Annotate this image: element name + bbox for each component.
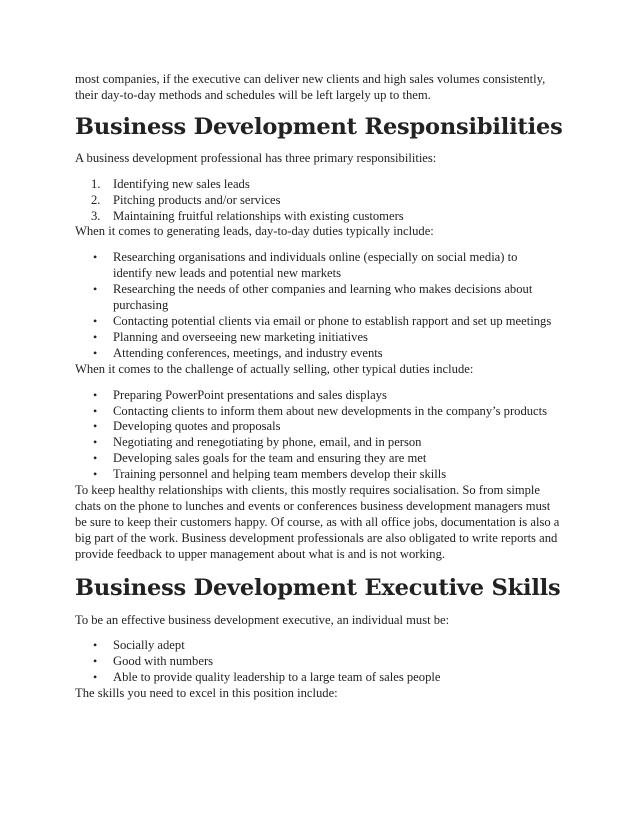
list-item bbox=[75, 330, 565, 346]
bullet-icon: • bbox=[93, 654, 98, 669]
paragraph-skills-need: The skills you need to excel in this position include: bbox=[75, 686, 338, 701]
paragraph-effective: To be an effective business development executive, an individual must be: bbox=[75, 612, 450, 627]
paragraph-relationships: To keep healthy relationships with clients, this mostly requires socialisation. So from simple chats on the phone to lunches and events or conferences business development managers must be sure to keep their customers happy. Of course, as with all office jobs, documentation is also a big part of the work. Business development professionals are also obligated to write reports and provide feedback to upper management about what is and is not working. bbox=[75, 483, 560, 561]
bullet-list-leads bbox=[75, 250, 565, 361]
list-item-text: Pitching products and/or services bbox=[113, 192, 281, 207]
bullet-icon: • bbox=[93, 313, 98, 328]
list-item bbox=[75, 282, 565, 314]
list-item bbox=[75, 314, 565, 330]
list-item-text: Researching organisations and individuals online (especially on social media) to identify new leads and potential new markets bbox=[113, 250, 518, 281]
list-item bbox=[75, 404, 565, 420]
list-item-text: Contacting clients to inform them about new developments in the company’s products bbox=[113, 403, 548, 418]
list-item bbox=[75, 638, 565, 654]
heading-executive-skills: Business Development Executive Skills bbox=[75, 574, 561, 601]
list-item-text: Contacting potential clients via email or phone to establish rapport and set up meetings bbox=[113, 313, 552, 328]
bullet-icon: • bbox=[93, 670, 98, 685]
list-item-text: Developing quotes and proposals bbox=[113, 419, 281, 434]
list-item-text: Able to provide quality leadership to a large team of sales people bbox=[113, 670, 441, 685]
bullet-icon: • bbox=[93, 638, 98, 653]
bullet-icon: • bbox=[93, 435, 98, 450]
list-number: 3. bbox=[91, 208, 101, 223]
bullet-icon: • bbox=[93, 419, 98, 434]
list-item bbox=[75, 177, 565, 193]
heading-responsibilities: Business Development Responsibilities bbox=[75, 113, 563, 140]
bullet-list-selling bbox=[75, 388, 565, 483]
list-item-text: Maintaining fruitful relationships with existing customers bbox=[113, 208, 404, 223]
list-item bbox=[75, 209, 565, 225]
list-item-text: Researching the needs of other companies and learning who makes decisions about purchasing bbox=[113, 282, 533, 313]
list-item bbox=[75, 193, 565, 209]
bullet-list-skills bbox=[75, 638, 565, 686]
bullet-icon: • bbox=[93, 403, 98, 418]
list-item-text: Preparing PowerPoint presentations and sales displays bbox=[113, 387, 387, 402]
list-item bbox=[75, 346, 565, 362]
list-item-text: Identifying new sales leads bbox=[113, 176, 250, 191]
list-item-text: Developing sales goals for the team and ensuring they are met bbox=[113, 451, 427, 466]
list-item-text: Negotiating and renegotiating by phone, email, and in person bbox=[113, 435, 422, 450]
list-item-text: Attending conferences, meetings, and industry events bbox=[113, 345, 383, 360]
list-number: 1. bbox=[91, 176, 101, 191]
bullet-icon: • bbox=[93, 282, 98, 297]
bullet-icon: • bbox=[93, 387, 98, 402]
list-item bbox=[75, 435, 565, 451]
numbered-list-responsibilities bbox=[75, 177, 565, 225]
document-page bbox=[75, 72, 565, 702]
paragraph-selling: When it comes to the challenge of actually selling, other typical duties include: bbox=[75, 361, 474, 376]
list-item bbox=[75, 388, 565, 404]
list-item bbox=[75, 654, 565, 670]
list-item-text: Socially adept bbox=[113, 638, 185, 653]
paragraph-leads: When it comes to generating leads, day-to-day duties typically include: bbox=[75, 224, 434, 239]
list-number: 2. bbox=[91, 192, 101, 207]
paragraph-intro: A business development professional has three primary responsibilities: bbox=[75, 150, 437, 165]
list-item bbox=[75, 467, 565, 483]
list-item bbox=[75, 250, 565, 282]
bullet-icon: • bbox=[93, 451, 98, 466]
bullet-icon: • bbox=[93, 345, 98, 360]
list-item bbox=[75, 670, 565, 686]
list-item bbox=[75, 419, 565, 435]
list-item-text: Good with numbers bbox=[113, 654, 214, 669]
bullet-icon: • bbox=[93, 467, 98, 482]
list-item-text: Planning and overseeing new marketing initiatives bbox=[113, 329, 368, 344]
bullet-icon: • bbox=[93, 329, 98, 344]
bullet-icon: • bbox=[93, 250, 98, 265]
list-item bbox=[75, 451, 565, 467]
list-item-text: Training personnel and helping team members develop their skills bbox=[113, 467, 447, 482]
paragraph-top: most companies, if the executive can deliver new clients and high sales volumes consistently, their day-to-day methods and schedules will be left largely up to them. bbox=[75, 72, 546, 102]
